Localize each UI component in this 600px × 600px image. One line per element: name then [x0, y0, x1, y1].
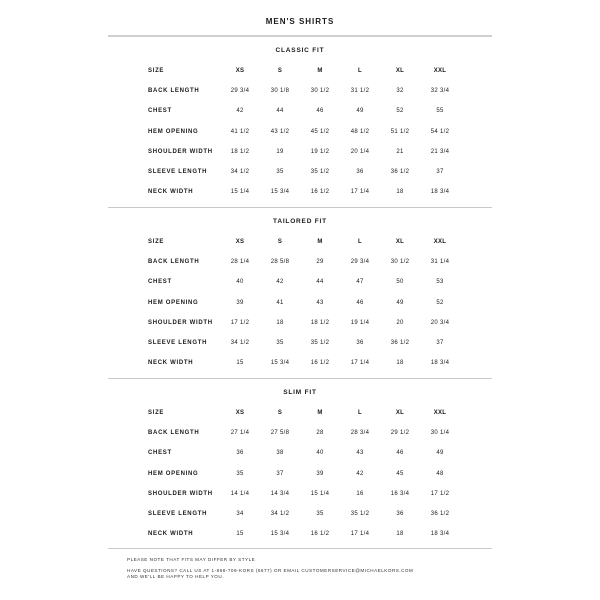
measurement-value: 29: [316, 259, 324, 266]
size-column-header: XXL: [433, 68, 447, 75]
measurement-value: 20 1/4: [350, 148, 370, 155]
measurement-label: BACK LENGTH: [148, 88, 200, 95]
fit-note: PLEASE NOTE THAT FITS MAY DIFFER BY STYLE: [127, 557, 256, 562]
table-row: [0, 464, 460, 484]
page-title: MEN'S SHIRTS: [265, 17, 335, 26]
measurement-value: 29 3/4: [350, 259, 370, 266]
measurement-value: 35: [236, 470, 244, 477]
measurement-value: 41 1/2: [230, 128, 250, 135]
measurement-value: 17 1/4: [350, 360, 370, 367]
measurement-value: 35 1/2: [310, 169, 330, 176]
measurement-value: 40: [236, 279, 244, 286]
table-row: [0, 122, 460, 142]
measurement-value: 28 5/8: [270, 259, 290, 266]
measurement-value: 48 1/2: [350, 128, 370, 135]
size-column-header: M: [317, 410, 323, 417]
measurement-value: 37: [436, 340, 444, 347]
measurement-value: 43 1/2: [270, 128, 290, 135]
section-divider: [108, 207, 492, 208]
measurement-value: 31 1/2: [350, 88, 370, 95]
measurement-value: 35 1/2: [310, 340, 330, 347]
measurement-value: 35: [276, 169, 284, 176]
measurement-value: 49: [436, 450, 444, 457]
measurement-value: 34 1/2: [230, 169, 250, 176]
measurement-value: 17 1/4: [350, 189, 370, 196]
measurement-label: NECK WIDTH: [148, 189, 194, 196]
measurement-value: 45: [396, 470, 404, 477]
measurement-value: 15 1/4: [230, 189, 250, 196]
size-header: SIZE: [148, 239, 165, 246]
size-table: [0, 61, 460, 202]
measurement-value: 35: [276, 340, 284, 347]
measurement-value: 30 1/2: [310, 88, 330, 95]
measurement-label: HEM OPENING: [148, 299, 199, 306]
measurement-value: 54 1/2: [430, 128, 450, 135]
size-column-header: M: [317, 68, 323, 75]
table-row: [0, 252, 460, 272]
table-row: [0, 142, 460, 162]
table-row: [0, 313, 460, 333]
measurement-value: 31 1/4: [430, 259, 450, 266]
measurement-value: 44: [316, 279, 324, 286]
measurement-label: HEM OPENING: [148, 470, 199, 477]
measurement-value: 18: [276, 319, 284, 326]
size-column-header: S: [277, 68, 283, 75]
measurement-value: 15 3/4: [270, 531, 290, 538]
table-row: [0, 162, 460, 182]
measurement-value: 16 1/2: [310, 360, 330, 367]
measurement-value: 37: [436, 169, 444, 176]
measurement-value: 51 1/2: [390, 128, 410, 135]
section-title: SLIM FIT: [283, 389, 317, 396]
table-header-row: [0, 61, 460, 81]
measurement-label: NECK WIDTH: [148, 360, 194, 367]
measurement-value: 18 3/4: [430, 189, 450, 196]
measurement-label: CHEST: [148, 279, 172, 286]
measurement-value: 36 1/2: [390, 169, 410, 176]
size-header: SIZE: [148, 410, 165, 417]
measurement-value: 32 3/4: [430, 88, 450, 95]
measurement-value: 18: [396, 531, 404, 538]
measurement-value: 36: [356, 169, 364, 176]
measurement-value: 38: [276, 450, 284, 457]
measurement-label: SLEEVE LENGTH: [148, 169, 208, 176]
title-divider: [108, 35, 492, 37]
measurement-value: 41: [276, 299, 284, 306]
measurement-value: 46: [396, 450, 404, 457]
table-row: [0, 484, 460, 504]
measurement-value: 34 1/2: [270, 511, 290, 518]
measurement-value: 29 1/2: [390, 430, 410, 437]
measurement-label: BACK LENGTH: [148, 259, 200, 266]
size-column-header: L: [358, 239, 362, 246]
measurement-value: 47: [356, 279, 364, 286]
measurement-value: 15: [236, 360, 244, 367]
measurement-value: 28: [316, 430, 324, 437]
measurement-value: 17 1/4: [350, 531, 370, 538]
measurement-value: 49: [396, 299, 404, 306]
measurement-value: 34: [236, 511, 244, 518]
measurement-value: 46: [316, 108, 324, 115]
measurement-label: BACK LENGTH: [148, 430, 200, 437]
measurement-value: 27 5/8: [270, 430, 290, 437]
table-row: [0, 333, 460, 353]
table-row: [0, 524, 460, 544]
measurement-value: 35 1/2: [350, 511, 370, 518]
table-row: [0, 443, 460, 463]
measurement-value: 15 1/4: [310, 490, 330, 497]
measurement-value: 15 3/4: [270, 189, 290, 196]
section-divider: [108, 548, 492, 549]
measurement-label: CHEST: [148, 108, 172, 115]
size-table: [0, 232, 460, 373]
measurement-value: 36: [236, 450, 244, 457]
contact-line-2: AND WE'LL BE HAPPY TO HELP YOU.: [127, 574, 224, 579]
size-column-header: XXL: [433, 239, 447, 246]
size-column-header: XXL: [433, 410, 447, 417]
table-row: [0, 182, 460, 202]
measurement-value: 37: [276, 470, 284, 477]
measurement-value: 20 3/4: [430, 319, 450, 326]
measurement-label: CHEST: [148, 450, 172, 457]
contact-line-1: HAVE QUESTIONS? CALL US AT 1-866-709-KORS (5677) OR EMAIL CUSTOMERSERVICE@MICHAELKORS.COM: [127, 567, 414, 573]
measurement-value: 17 1/2: [230, 319, 250, 326]
measurement-value: 21: [396, 148, 404, 155]
measurement-value: 40: [316, 450, 324, 457]
measurement-label: HEM OPENING: [148, 128, 199, 135]
size-header: SIZE: [148, 68, 165, 75]
measurement-value: 52: [436, 299, 444, 306]
measurement-value: 18 3/4: [430, 360, 450, 367]
measurement-value: 18 1/2: [230, 148, 250, 155]
footer: [127, 557, 413, 581]
measurement-value: 30 1/4: [430, 430, 450, 437]
measurement-label: NECK WIDTH: [148, 531, 194, 538]
table-row: [0, 101, 460, 121]
measurement-value: 16 1/2: [310, 189, 330, 196]
measurement-value: 19: [276, 148, 284, 155]
measurement-value: 16: [356, 490, 364, 497]
measurement-value: 30 1/8: [270, 88, 290, 95]
size-column-header: S: [277, 239, 283, 246]
measurement-value: 55: [436, 108, 444, 115]
size-column-header: XS: [235, 68, 245, 75]
measurement-value: 36: [396, 511, 404, 518]
table-row: [0, 504, 460, 524]
measurement-value: 53: [436, 279, 444, 286]
size-column-header: XL: [395, 68, 405, 75]
measurement-value: 42: [356, 470, 364, 477]
measurement-value: 35: [316, 511, 324, 518]
measurement-label: SHOULDER WIDTH: [148, 490, 213, 497]
measurement-label: SHOULDER WIDTH: [148, 319, 213, 326]
measurement-value: 46: [356, 299, 364, 306]
measurement-label: SLEEVE LENGTH: [148, 511, 208, 518]
measurement-value: 28 3/4: [350, 430, 370, 437]
measurement-value: 49: [356, 108, 364, 115]
size-column-header: XS: [235, 239, 245, 246]
size-column-header: XL: [395, 239, 405, 246]
measurement-value: 45 1/2: [310, 128, 330, 135]
size-column-header: XL: [395, 410, 405, 417]
section-title: CLASSIC FIT: [275, 47, 325, 54]
table-row: [0, 293, 460, 313]
size-column-header: S: [277, 410, 283, 417]
measurement-value: 15 3/4: [270, 360, 290, 367]
measurement-value: 32: [396, 88, 404, 95]
measurement-value: 27 1/4: [230, 430, 250, 437]
measurement-value: 34 1/2: [230, 340, 250, 347]
measurement-value: 39: [316, 470, 324, 477]
measurement-value: 21 3/4: [430, 148, 450, 155]
table-row: [0, 353, 460, 373]
table-row: [0, 81, 460, 101]
measurement-value: 19 1/4: [350, 319, 370, 326]
measurement-value: 18 3/4: [430, 531, 450, 538]
section-divider: [108, 378, 492, 379]
measurement-value: 14 3/4: [270, 490, 290, 497]
table-header-row: [0, 403, 460, 423]
measurement-value: 29 3/4: [230, 88, 250, 95]
measurement-value: 19 1/2: [310, 148, 330, 155]
measurement-value: 36 1/2: [390, 340, 410, 347]
measurement-value: 15: [236, 531, 244, 538]
measurement-value: 42: [276, 279, 284, 286]
measurement-value: 20: [396, 319, 404, 326]
size-column-header: XS: [235, 410, 245, 417]
table-row: [0, 423, 460, 443]
measurement-value: 18: [396, 360, 404, 367]
measurement-value: 52: [396, 108, 404, 115]
table-row: [0, 272, 460, 292]
measurement-value: 30 1/2: [390, 259, 410, 266]
measurement-value: 42: [236, 108, 244, 115]
measurement-value: 16 3/4: [390, 490, 410, 497]
measurement-value: 28 1/4: [230, 259, 250, 266]
measurement-value: 44: [276, 108, 284, 115]
measurement-value: 14 1/4: [230, 490, 250, 497]
measurement-label: SHOULDER WIDTH: [148, 148, 213, 155]
measurement-value: 36 1/2: [430, 511, 450, 518]
measurement-value: 43: [356, 450, 364, 457]
table-header-row: [0, 232, 460, 252]
measurement-value: 48: [436, 470, 444, 477]
section-title: TAILORED FIT: [273, 218, 327, 225]
size-table: [0, 403, 460, 544]
measurement-value: 50: [396, 279, 404, 286]
measurement-value: 39: [236, 299, 244, 306]
measurement-value: 36: [356, 340, 364, 347]
measurement-value: 16 1/2: [310, 531, 330, 538]
size-column-header: L: [358, 68, 362, 75]
measurement-value: 18 1/2: [310, 319, 330, 326]
size-column-header: L: [358, 410, 362, 417]
measurement-label: SLEEVE LENGTH: [148, 340, 208, 347]
measurement-value: 18: [396, 189, 404, 196]
measurement-value: 17 1/2: [430, 490, 450, 497]
size-column-header: M: [317, 239, 323, 246]
measurement-value: 43: [316, 299, 324, 306]
